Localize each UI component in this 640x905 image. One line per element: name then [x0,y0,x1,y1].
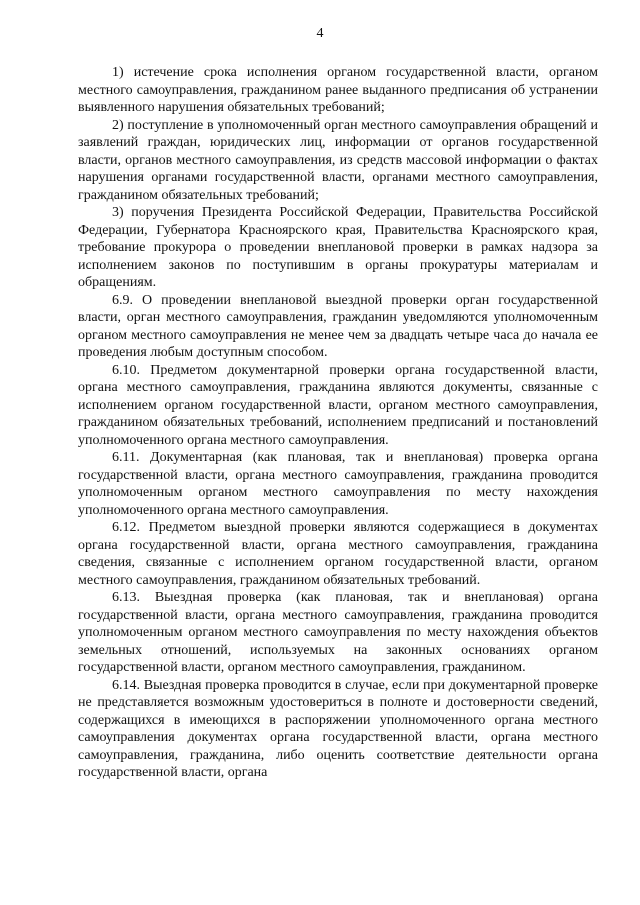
paragraph-6-14: 6.14. Выездная проверка проводится в случае, если при документарной проверке не представляется возможным удостовериться в полноте и достоверности сведений, содержащихся в имеющихся в распоряжении уполномоченного органа местного самоуправления документах органа государственной власти, органа местного самоуправления, гражданина, либо оценить соответствие деятельности органа государственной власти, органа [78,677,598,780]
paragraph-6-10: 6.10. Предметом документарной проверки органа государственной власти, органа местного самоуправления, гражданина являются документы, связанные с исполнением органом государственной власти, органом местного самоуправления, гражданином обязательных требований, исполнением предписаний и постановлений уполномоченного органа местного самоуправления. [78,362,598,448]
document-body [78,64,598,782]
paragraph-6-11: 6.11. Документарная (как плановая, так и внеплановая) проверка органа государственной власти, органа местного самоуправления, гражданина проводится уполномоченным органом местного самоуправления по месту нахождения уполномоченного органа местного самоуправления. [78,450,598,518]
paragraph-6-9: 6.9. О проведении внеплановой выездной проверки орган государственной власти, орган местного самоуправления, гражданин уведомляются уполномоченным органом местного самоуправления не менее чем за двадцать четыре часа до начала ее проведения любым доступным способом. [78,292,598,360]
page-number: 4 [316,26,324,41]
paragraph-item-1-expiration: 1) истечение срока исполнения органом государственной власти, органом местного самоуправления, гражданином ранее выданного предписания об устранении выявленного нарушения обязательных требований; [78,65,598,115]
paragraph-6-13: 6.13. Выездная проверка (как плановая, так и внеплановая) органа государственной власти, органа местного самоуправления, гражданина проводится уполномоченным органом местного самоуправления по месту нахождения объектов земельных отношений, используемых на законных основаниях органом государственной власти, органом местного самоуправления, гражданином. [78,590,598,675]
paragraph-6-12: 6.12. Предметом выездной проверки являются содержащиеся в документах органа государственной власти, органа местного самоуправления, гражданина сведения, связанные с исполнением органом государственной власти, органом местного самоуправления, гражданином обязательных требований. [78,520,598,588]
paragraph-item-2-complaints: 2) поступление в уполномоченный орган местного самоуправления обращений и заявлений граждан, юридических лиц, информации от органов государственной власти, органов местного самоуправления, из средств массовой информации о фактах нарушения органами государственной власти, органами местного самоуправления, гражданином обязательных требований; [78,117,598,203]
paragraph-item-3-orders: 3) поручения Президента Российской Федерации, Правительства Российской Федерации, Губернатора Красноярского края, Правительства Красноярского края, требование прокурора о проведении внеплановой проверки в рамках надзора за исполнением законов по поступившим в органы прокуратуры материалам и обращениям. [78,205,598,290]
